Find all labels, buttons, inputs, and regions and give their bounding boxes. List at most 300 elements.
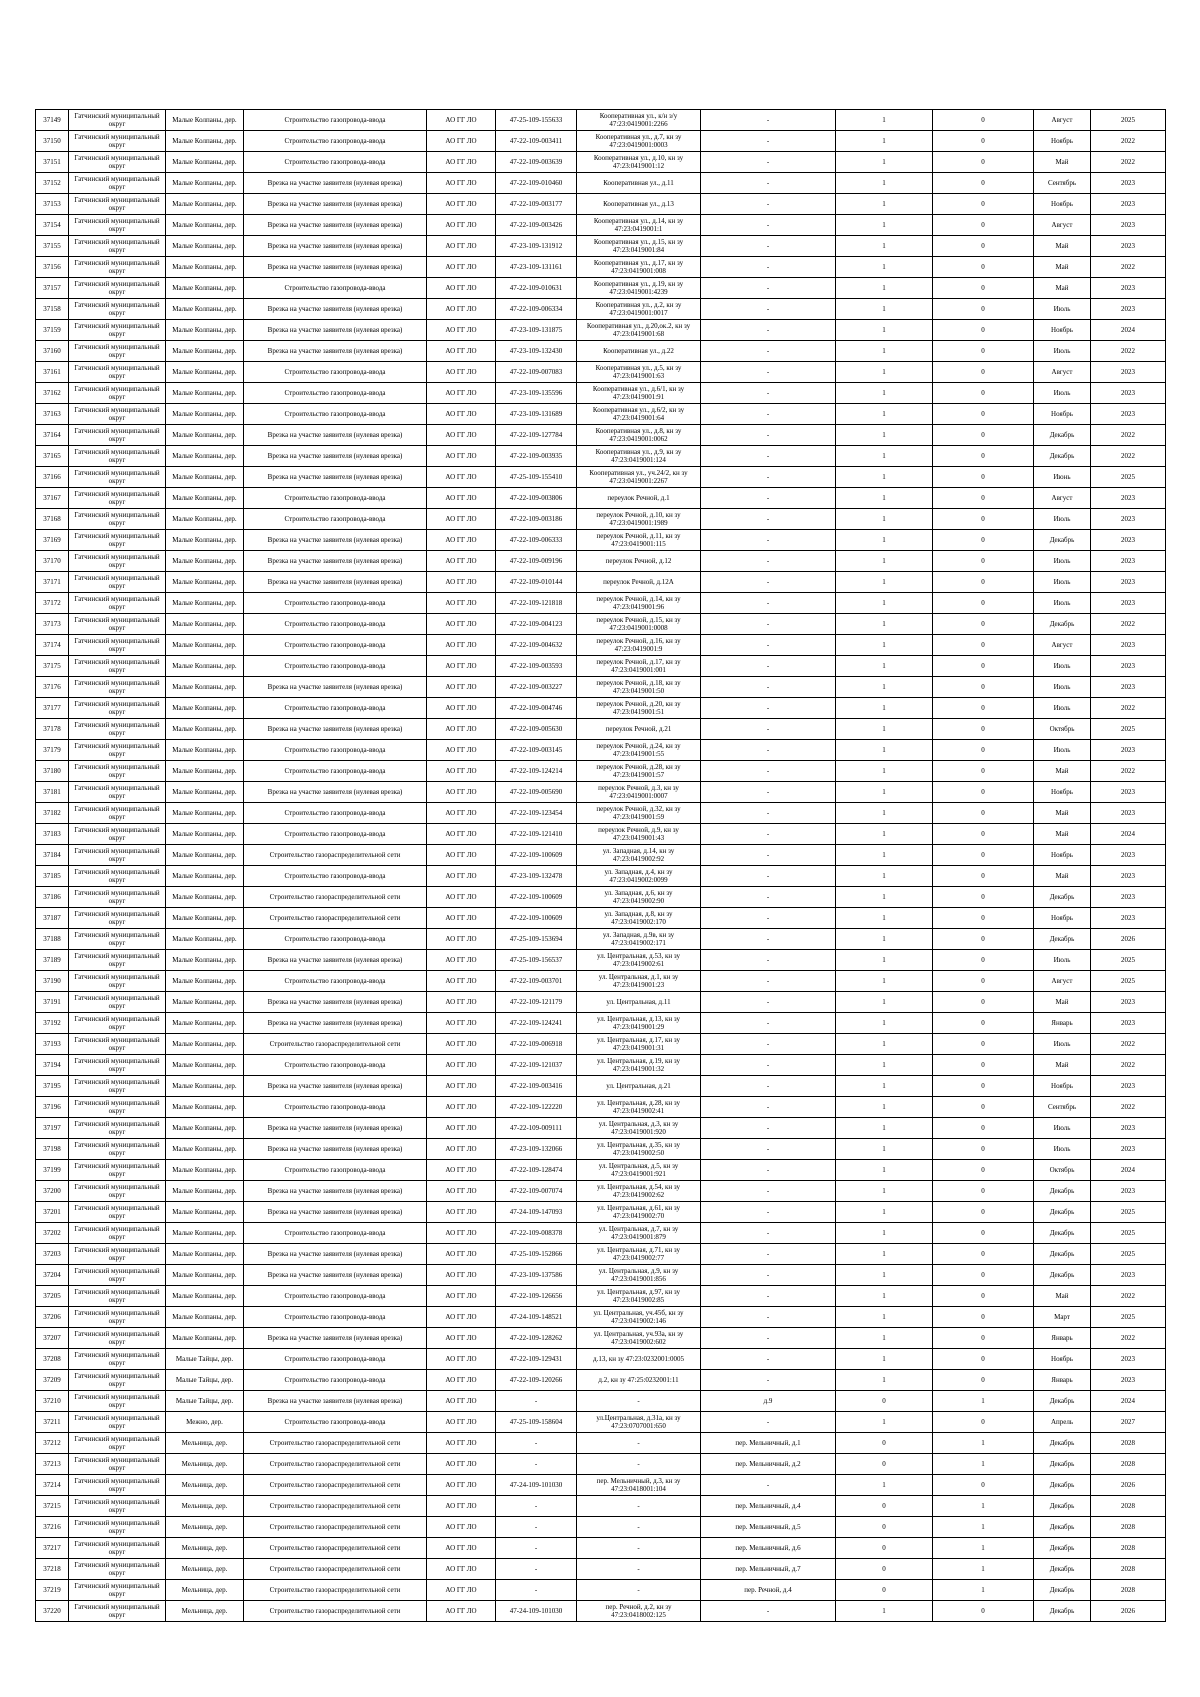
contract-count-cell: 0 <box>836 1559 933 1580</box>
month-cell: Декабрь <box>1034 1475 1091 1496</box>
planned-count-cell: 0 <box>933 404 1034 425</box>
row-number-cell: 37217 <box>36 1538 69 1559</box>
planned-address-cell: - <box>701 992 836 1013</box>
row-number-cell: 37220 <box>36 1601 69 1622</box>
address-cell: Кооперативная ул., д.15, кн зу 47:23:0419001:84 <box>577 236 701 257</box>
district-cell: Гатчинский муниципальный округ <box>69 887 166 908</box>
row-number-cell: 37187 <box>36 908 69 929</box>
application-number-cell: 47-22-109-005690 <box>496 782 577 803</box>
settlement-cell: Малые Колпаны, дер. <box>166 1160 244 1181</box>
row-number-cell: 37179 <box>36 740 69 761</box>
organization-cell: АО ГГ ЛО <box>427 1118 496 1139</box>
table-row <box>36 194 1166 215</box>
table-row <box>36 1181 1166 1202</box>
year-cell: 2023 <box>1091 887 1166 908</box>
application-number-cell: 47-22-109-006333 <box>496 530 577 551</box>
application-number-cell: 47-22-109-006918 <box>496 1034 577 1055</box>
row-number-cell: 37190 <box>36 971 69 992</box>
table-row <box>36 1475 1166 1496</box>
table-row <box>36 593 1166 614</box>
month-cell: Июль <box>1034 383 1091 404</box>
work-type-cell: Строительство газораспределительной сети <box>244 1496 427 1517</box>
planned-address-cell: - <box>701 551 836 572</box>
month-cell: Август <box>1034 362 1091 383</box>
settlement-cell: Малые Колпаны, дер. <box>166 446 244 467</box>
settlement-cell: Малые Колпаны, дер. <box>166 425 244 446</box>
district-cell: Гатчинский муниципальный округ <box>69 1559 166 1580</box>
table-row <box>36 740 1166 761</box>
year-cell: 2025 <box>1091 1223 1166 1244</box>
table-row <box>36 236 1166 257</box>
year-cell: 2023 <box>1091 1181 1166 1202</box>
planned-address-cell: - <box>701 131 836 152</box>
year-cell: 2025 <box>1091 971 1166 992</box>
contract-count-cell: 0 <box>836 1433 933 1454</box>
planned-count-cell: 1 <box>933 1538 1034 1559</box>
month-cell: Сентябрь <box>1034 173 1091 194</box>
work-type-cell: Врезка на участке заявителя (нулевая врезка) <box>244 572 427 593</box>
table-row <box>36 173 1166 194</box>
organization-cell: АО ГГ ЛО <box>427 698 496 719</box>
planned-count-cell: 0 <box>933 1013 1034 1034</box>
address-cell: Кооперативная ул., д.6/2, кн зу 47:23:0419001:64 <box>577 404 701 425</box>
table-row <box>36 215 1166 236</box>
planned-address-cell: - <box>701 1160 836 1181</box>
row-number-cell: 37177 <box>36 698 69 719</box>
address-cell: ул. Центральная, д.21 <box>577 1076 701 1097</box>
row-number-cell: 37183 <box>36 824 69 845</box>
settlement-cell: Малые Колпаны, дер. <box>166 782 244 803</box>
table-row <box>36 1265 1166 1286</box>
application-number-cell: 47-22-109-006334 <box>496 299 577 320</box>
table-row <box>36 908 1166 929</box>
table-body <box>36 110 1166 1622</box>
organization-cell: АО ГГ ЛО <box>427 866 496 887</box>
work-type-cell: Врезка на участке заявителя (нулевая врезка) <box>244 446 427 467</box>
month-cell: Ноябрь <box>1034 404 1091 425</box>
planned-count-cell: 0 <box>933 551 1034 572</box>
planned-count-cell: 0 <box>933 887 1034 908</box>
organization-cell: АО ГГ ЛО <box>427 677 496 698</box>
year-cell: 2022 <box>1091 761 1166 782</box>
month-cell: Декабрь <box>1034 446 1091 467</box>
settlement-cell: Малые Колпаны, дер. <box>166 1244 244 1265</box>
organization-cell: АО ГГ ЛО <box>427 1538 496 1559</box>
organization-cell: АО ГГ ЛО <box>427 1286 496 1307</box>
year-cell: 2022 <box>1091 1286 1166 1307</box>
district-cell: Гатчинский муниципальный округ <box>69 1517 166 1538</box>
application-number-cell: 47-22-109-121818 <box>496 593 577 614</box>
address-cell: пер. Речной, д.2, кн зу 47:23:0418002:125 <box>577 1601 701 1622</box>
planned-address-cell: - <box>701 656 836 677</box>
application-number-cell: 47-22-109-129431 <box>496 1349 577 1370</box>
month-cell: Апрель <box>1034 1412 1091 1433</box>
district-cell: Гатчинский муниципальный округ <box>69 992 166 1013</box>
contract-count-cell: 1 <box>836 614 933 635</box>
year-cell: 2023 <box>1091 677 1166 698</box>
contract-count-cell: 1 <box>836 425 933 446</box>
address-cell: ул. Центральная, уч.93а, кн зу 47:23:0419002:602 <box>577 1328 701 1349</box>
year-cell: 2023 <box>1091 803 1166 824</box>
address-cell: ул. Центральная, д.97, кн зу 47:23:0419002:85 <box>577 1286 701 1307</box>
month-cell: Декабрь <box>1034 1223 1091 1244</box>
district-cell: Гатчинский муниципальный округ <box>69 488 166 509</box>
planned-count-cell: 0 <box>933 215 1034 236</box>
table-row <box>36 341 1166 362</box>
organization-cell: АО ГГ ЛО <box>427 1181 496 1202</box>
planned-count-cell: 1 <box>933 1391 1034 1412</box>
planned-count-cell: 0 <box>933 509 1034 530</box>
year-cell: 2023 <box>1091 278 1166 299</box>
district-cell: Гатчинский муниципальный округ <box>69 740 166 761</box>
year-cell: 2028 <box>1091 1517 1166 1538</box>
organization-cell: АО ГГ ЛО <box>427 782 496 803</box>
planned-address-cell: - <box>701 824 836 845</box>
planned-count-cell: 0 <box>933 1223 1034 1244</box>
organization-cell: АО ГГ ЛО <box>427 257 496 278</box>
work-type-cell: Врезка на участке заявителя (нулевая врезка) <box>244 1328 427 1349</box>
row-number-cell: 37173 <box>36 614 69 635</box>
organization-cell: АО ГГ ЛО <box>427 194 496 215</box>
application-number-cell: 47-22-109-003145 <box>496 740 577 761</box>
row-number-cell: 37167 <box>36 488 69 509</box>
planned-count-cell: 1 <box>933 1496 1034 1517</box>
address-cell: ул. Центральная, д.7, кн зу 47:23:0419001:879 <box>577 1223 701 1244</box>
organization-cell: АО ГГ ЛО <box>427 887 496 908</box>
year-cell: 2025 <box>1091 467 1166 488</box>
address-cell: переулок Речной, д.28, кн зу 47:23:0419001:57 <box>577 761 701 782</box>
table-row <box>36 1559 1166 1580</box>
district-cell: Гатчинский муниципальный округ <box>69 1349 166 1370</box>
contract-count-cell: 1 <box>836 908 933 929</box>
organization-cell: АО ГГ ЛО <box>427 1202 496 1223</box>
work-type-cell: Врезка на участке заявителя (нулевая врезка) <box>244 1202 427 1223</box>
application-number-cell: 47-22-109-003411 <box>496 131 577 152</box>
application-number-cell: 47-22-109-003593 <box>496 656 577 677</box>
district-cell: Гатчинский муниципальный округ <box>69 971 166 992</box>
planned-count-cell: 0 <box>933 992 1034 1013</box>
table-row <box>36 971 1166 992</box>
table-row <box>36 1202 1166 1223</box>
address-cell: переулок Речной, д.17, кн зу 47:23:0419001:001 <box>577 656 701 677</box>
year-cell: 2023 <box>1091 1139 1166 1160</box>
table-row <box>36 677 1166 698</box>
row-number-cell: 37154 <box>36 215 69 236</box>
address-cell: переулок Речной, д.1 <box>577 488 701 509</box>
settlement-cell: Малые Тайцы, дер. <box>166 1391 244 1412</box>
planned-address-cell: - <box>701 635 836 656</box>
organization-cell: АО ГГ ЛО <box>427 1244 496 1265</box>
application-number-cell: 47-25-109-152866 <box>496 1244 577 1265</box>
document-page <box>35 109 1165 1622</box>
application-number-cell: 47-22-109-124214 <box>496 761 577 782</box>
contract-count-cell: 1 <box>836 341 933 362</box>
address-cell: переулок Речной, д.32, кн зу 47:23:0419001:59 <box>577 803 701 824</box>
address-cell: Кооперативная ул., д.10, кн зу 47:23:0419001:12 <box>577 152 701 173</box>
year-cell: 2022 <box>1091 1055 1166 1076</box>
year-cell: 2023 <box>1091 173 1166 194</box>
planned-address-cell: - <box>701 173 836 194</box>
address-cell: ул. Центральная, д.9, кн зу 47:23:0419001:856 <box>577 1265 701 1286</box>
planned-address-cell: - <box>701 446 836 467</box>
organization-cell: АО ГГ ЛО <box>427 635 496 656</box>
planned-address-cell: - <box>701 215 836 236</box>
district-cell: Гатчинский муниципальный округ <box>69 404 166 425</box>
row-number-cell: 37188 <box>36 929 69 950</box>
organization-cell: АО ГГ ЛО <box>427 1559 496 1580</box>
work-type-cell: Строительство газопровода-ввода <box>244 761 427 782</box>
address-cell: Кооперативная ул., д.11 <box>577 173 701 194</box>
application-number-cell: 47-22-109-121179 <box>496 992 577 1013</box>
work-type-cell: Строительство газопровода-ввода <box>244 1412 427 1433</box>
contract-count-cell: 1 <box>836 173 933 194</box>
year-cell: 2022 <box>1091 698 1166 719</box>
row-number-cell: 37152 <box>36 173 69 194</box>
planned-address-cell: пер. Мельничный, д.5 <box>701 1517 836 1538</box>
planned-address-cell: пер. Мельничный, д.4 <box>701 1496 836 1517</box>
row-number-cell: 37216 <box>36 1517 69 1538</box>
table-row <box>36 761 1166 782</box>
work-type-cell: Врезка на участке заявителя (нулевая врезка) <box>244 467 427 488</box>
work-type-cell: Врезка на участке заявителя (нулевая врезка) <box>244 320 427 341</box>
row-number-cell: 37168 <box>36 509 69 530</box>
year-cell: 2023 <box>1091 740 1166 761</box>
month-cell: Май <box>1034 278 1091 299</box>
address-cell: ул. Центральная, д.54, кн зу 47:23:0419002:62 <box>577 1181 701 1202</box>
row-number-cell: 37219 <box>36 1580 69 1601</box>
district-cell: Гатчинский муниципальный округ <box>69 467 166 488</box>
year-cell: 2022 <box>1091 1097 1166 1118</box>
address-cell: Кооперативная ул., д.13 <box>577 194 701 215</box>
work-type-cell: Врезка на участке заявителя (нулевая врезка) <box>244 257 427 278</box>
contract-count-cell: 0 <box>836 1496 933 1517</box>
settlement-cell: Малые Колпаны, дер. <box>166 971 244 992</box>
work-type-cell: Врезка на участке заявителя (нулевая врезка) <box>244 299 427 320</box>
year-cell: 2024 <box>1091 320 1166 341</box>
address-cell: ул. Центральная, д.5, кн зу 47:23:0419001:921 <box>577 1160 701 1181</box>
planned-count-cell: 0 <box>933 572 1034 593</box>
organization-cell: АО ГГ ЛО <box>427 551 496 572</box>
month-cell: Август <box>1034 215 1091 236</box>
contract-count-cell: 1 <box>836 215 933 236</box>
address-cell: д.2, кн зу 47:25:0232001:11 <box>577 1370 701 1391</box>
table-row <box>36 1307 1166 1328</box>
table-row <box>36 950 1166 971</box>
row-number-cell: 37161 <box>36 362 69 383</box>
settlement-cell: Мельница, дер. <box>166 1538 244 1559</box>
row-number-cell: 37158 <box>36 299 69 320</box>
planned-address-cell: - <box>701 1223 836 1244</box>
contract-count-cell: 1 <box>836 404 933 425</box>
contract-count-cell: 1 <box>836 278 933 299</box>
settlement-cell: Малые Колпаны, дер. <box>166 866 244 887</box>
work-type-cell: Врезка на участке заявителя (нулевая врезка) <box>244 1076 427 1097</box>
planned-address-cell: - <box>701 593 836 614</box>
year-cell: 2023 <box>1091 866 1166 887</box>
district-cell: Гатчинский муниципальный округ <box>69 215 166 236</box>
planned-count-cell: 0 <box>933 152 1034 173</box>
settlement-cell: Малые Колпаны, дер. <box>166 887 244 908</box>
settlement-cell: Малые Колпаны, дер. <box>166 698 244 719</box>
year-cell: 2025 <box>1091 1307 1166 1328</box>
row-number-cell: 37176 <box>36 677 69 698</box>
application-number-cell: 47-24-109-101030 <box>496 1601 577 1622</box>
table-row <box>36 803 1166 824</box>
application-number-cell: 47-22-109-124241 <box>496 1013 577 1034</box>
planned-address-cell: - <box>701 761 836 782</box>
planned-count-cell: 0 <box>933 488 1034 509</box>
month-cell: Декабрь <box>1034 1244 1091 1265</box>
organization-cell: АО ГГ ЛО <box>427 1034 496 1055</box>
address-cell: ул. Центральная, д.28, кн зу 47:23:0419002:41 <box>577 1097 701 1118</box>
year-cell: 2023 <box>1091 362 1166 383</box>
table-row <box>36 1538 1166 1559</box>
row-number-cell: 37163 <box>36 404 69 425</box>
settlement-cell: Малые Колпаны, дер. <box>166 614 244 635</box>
settlement-cell: Малые Колпаны, дер. <box>166 740 244 761</box>
year-cell: 2023 <box>1091 845 1166 866</box>
work-type-cell: Строительство газораспределительной сети <box>244 1538 427 1559</box>
planned-address-cell: - <box>701 341 836 362</box>
district-cell: Гатчинский муниципальный округ <box>69 824 166 845</box>
row-number-cell: 37160 <box>36 341 69 362</box>
table-row <box>36 278 1166 299</box>
address-cell: переулок Речной, д.3, кн зу 47:23:0419001:0007 <box>577 782 701 803</box>
address-cell: пер. Мельничный, д.3, кн зу 47:23:0418001:104 <box>577 1475 701 1496</box>
district-cell: Гатчинский муниципальный округ <box>69 1454 166 1475</box>
district-cell: Гатчинский муниципальный округ <box>69 1580 166 1601</box>
month-cell: Декабрь <box>1034 1202 1091 1223</box>
address-cell: переулок Речной, д.14, кн зу 47:23:0419001:96 <box>577 593 701 614</box>
planned-count-cell: 0 <box>933 257 1034 278</box>
year-cell: 2028 <box>1091 1538 1166 1559</box>
contract-count-cell: 1 <box>836 1013 933 1034</box>
planned-count-cell: 0 <box>933 1370 1034 1391</box>
contract-count-cell: 1 <box>836 1139 933 1160</box>
settlement-cell: Малые Колпаны, дер. <box>166 236 244 257</box>
table-row <box>36 383 1166 404</box>
planned-count-cell: 0 <box>933 1181 1034 1202</box>
year-cell: 2023 <box>1091 908 1166 929</box>
application-number-cell: 47-22-109-009196 <box>496 551 577 572</box>
month-cell: Декабрь <box>1034 1517 1091 1538</box>
address-cell: ул. Центральная, д.71, кн зу 47:23:0419002:77 <box>577 1244 701 1265</box>
planned-address-cell: - <box>701 887 836 908</box>
organization-cell: АО ГГ ЛО <box>427 1370 496 1391</box>
organization-cell: АО ГГ ЛО <box>427 1517 496 1538</box>
organization-cell: АО ГГ ЛО <box>427 1412 496 1433</box>
district-cell: Гатчинский муниципальный округ <box>69 299 166 320</box>
year-cell: 2028 <box>1091 1496 1166 1517</box>
organization-cell: АО ГГ ЛО <box>427 1391 496 1412</box>
work-type-cell: Врезка на участке заявителя (нулевая врезка) <box>244 1139 427 1160</box>
settlement-cell: Малые Тайцы, дер. <box>166 1370 244 1391</box>
row-number-cell: 37186 <box>36 887 69 908</box>
organization-cell: АО ГГ ЛО <box>427 131 496 152</box>
work-type-cell: Строительство газораспределительной сети <box>244 887 427 908</box>
address-cell: - <box>577 1433 701 1454</box>
table-row <box>36 299 1166 320</box>
planned-count-cell: 0 <box>933 908 1034 929</box>
work-type-cell: Строительство газопровода-ввода <box>244 1349 427 1370</box>
contract-count-cell: 1 <box>836 992 933 1013</box>
year-cell: 2022 <box>1091 425 1166 446</box>
planned-address-cell: - <box>701 1328 836 1349</box>
settlement-cell: Малые Колпаны, дер. <box>166 131 244 152</box>
application-number-cell: 47-22-109-007074 <box>496 1181 577 1202</box>
table-row <box>36 1433 1166 1454</box>
address-cell: переулок Речной, д.16, кн зу 47:23:0419001:9 <box>577 635 701 656</box>
organization-cell: АО ГГ ЛО <box>427 1580 496 1601</box>
row-number-cell: 37164 <box>36 425 69 446</box>
row-number-cell: 37189 <box>36 950 69 971</box>
contract-count-cell: 1 <box>836 845 933 866</box>
application-number-cell: - <box>496 1517 577 1538</box>
year-cell: 2023 <box>1091 404 1166 425</box>
month-cell: Октябрь <box>1034 719 1091 740</box>
table-row <box>36 1013 1166 1034</box>
work-type-cell: Строительство газопровода-ввода <box>244 971 427 992</box>
contract-count-cell: 1 <box>836 1307 933 1328</box>
month-cell: Ноябрь <box>1034 320 1091 341</box>
planned-address-cell: - <box>701 1265 836 1286</box>
year-cell: 2022 <box>1091 152 1166 173</box>
month-cell: Ноябрь <box>1034 782 1091 803</box>
contract-count-cell: 1 <box>836 1097 933 1118</box>
address-cell: переулок Речной, д.11, кн зу 47:23:0419001:115 <box>577 530 701 551</box>
address-cell: переулок Речной, д.24, кн зу 47:23:0419001:55 <box>577 740 701 761</box>
application-number-cell: 47-22-109-003186 <box>496 509 577 530</box>
settlement-cell: Малые Колпаны, дер. <box>166 383 244 404</box>
row-number-cell: 37218 <box>36 1559 69 1580</box>
planned-count-cell: 0 <box>933 845 1034 866</box>
table-row <box>36 1286 1166 1307</box>
table-row <box>36 1139 1166 1160</box>
application-number-cell: - <box>496 1559 577 1580</box>
work-type-cell: Строительство газопровода-ввода <box>244 635 427 656</box>
settlement-cell: Малые Колпаны, дер. <box>166 152 244 173</box>
application-number-cell: 47-23-109-131912 <box>496 236 577 257</box>
table-row <box>36 551 1166 572</box>
district-cell: Гатчинский муниципальный округ <box>69 194 166 215</box>
district-cell: Гатчинский муниципальный округ <box>69 614 166 635</box>
year-cell: 2026 <box>1091 1601 1166 1622</box>
organization-cell: АО ГГ ЛО <box>427 341 496 362</box>
row-number-cell: 37211 <box>36 1412 69 1433</box>
application-number-cell: 47-22-109-003177 <box>496 194 577 215</box>
application-number-cell: 47-24-109-101030 <box>496 1475 577 1496</box>
work-type-cell: Врезка на участке заявителя (нулевая врезка) <box>244 1118 427 1139</box>
planned-address-cell: - <box>701 278 836 299</box>
settlement-cell: Малые Колпаны, дер. <box>166 1223 244 1244</box>
contract-count-cell: 1 <box>836 299 933 320</box>
month-cell: Июль <box>1034 299 1091 320</box>
application-number-cell: 47-23-109-132478 <box>496 866 577 887</box>
row-number-cell: 37198 <box>36 1139 69 1160</box>
contract-count-cell: 1 <box>836 551 933 572</box>
work-type-cell: Строительство газопровода-ввода <box>244 383 427 404</box>
work-type-cell: Строительство газопровода-ввода <box>244 1223 427 1244</box>
contract-count-cell: 1 <box>836 593 933 614</box>
month-cell: Июль <box>1034 572 1091 593</box>
organization-cell: АО ГГ ЛО <box>427 950 496 971</box>
table-row <box>36 488 1166 509</box>
planned-count-cell: 1 <box>933 1559 1034 1580</box>
settlement-cell: Малые Колпаны, дер. <box>166 257 244 278</box>
settlement-cell: Малые Колпаны, дер. <box>166 299 244 320</box>
settlement-cell: Малые Колпаны, дер. <box>166 278 244 299</box>
planned-count-cell: 0 <box>933 1412 1034 1433</box>
